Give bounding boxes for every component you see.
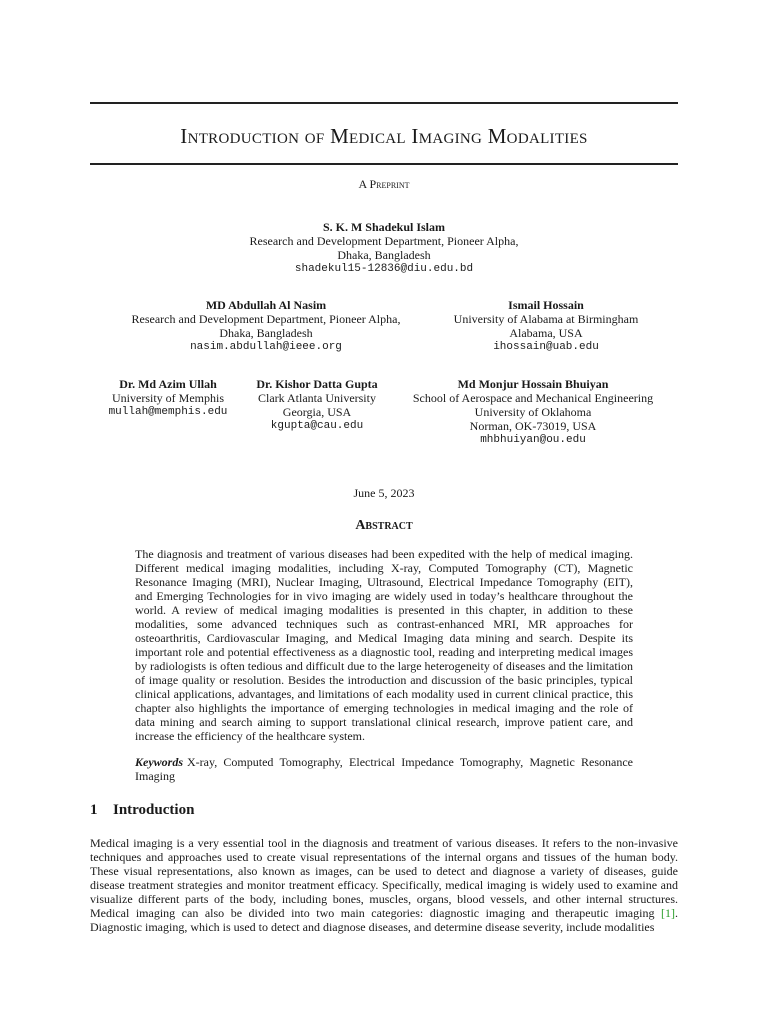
author-affiliation: Dhaka, Bangladesh bbox=[219, 326, 313, 340]
author-affiliation: Research and Development Department, Pioneer Alpha, bbox=[131, 312, 401, 326]
author-email[interactable]: shadekul15-12836@diu.edu.bd bbox=[294, 263, 474, 275]
abstract-text: The diagnosis and treatment of various diseases had been expedited with the help of medical imaging. Different medical imaging modalities, including X-ray, Computed Tomography (CT), Magnetic Resonance Imaging (MRI), Nuclear Imaging, Ultrasound, Electrical Impedance Tomography (EIT), and Emerging Technologies for in vivo imaging are widely used in today’s healthcare throughout the world. A review of medical imaging modalities is presented in this chapter, in addition to these modalities, some advanced techniques such as contrast-enhanced MRI, MR approaches for osteoarthritis, Cardiovascular Imaging, and Medical Imaging data mining and search. Despite its important role and potential effectiveness as a diagnostic tool, reading and interpreting medical images by radiologists is often tedious and difficult due to the large heterogeneity of diseases and the limitation of image quality or resolution. Besides the introduction and discussion of the basic principles, typical clinical applications, advantages, and limitations of each modality used in current clinical practice, this chapter also highlights the importance of emerging technologies in medical imaging and the role of data mining and search aiming to support translational clinical research, improve patient care, and increase the efficiency of the healthcare system. bbox=[135, 547, 633, 743]
author-name: Dr. Md Azim Ullah bbox=[119, 377, 217, 391]
keywords-text: X-ray, Computed Tomography, Electrical Impedance Tomography, Magnetic Resonance Imaging bbox=[135, 755, 633, 783]
author-name: Md Monjur Hossain Bhuiyan bbox=[457, 377, 609, 391]
author-affiliation: Clark Atlanta University bbox=[258, 391, 376, 405]
section-title: Introduction bbox=[113, 802, 195, 818]
intro-text-part-2: . Diagnostic imaging, which is used to detect and diagnose diseases, and determine disease severity, include modalities bbox=[90, 906, 678, 934]
section-heading bbox=[90, 802, 678, 819]
author-email[interactable]: kgupta@cau.edu bbox=[270, 420, 364, 432]
author-affiliation: Dhaka, Bangladesh bbox=[337, 248, 431, 262]
author-name: MD Abdullah Al Nasim bbox=[205, 298, 327, 312]
title-top-rule bbox=[90, 102, 678, 104]
introduction-paragraph bbox=[90, 836, 678, 934]
author-block-2 bbox=[116, 298, 416, 354]
keywords-paragraph bbox=[135, 755, 633, 783]
author-name: S. K. M Shadekul Islam bbox=[322, 220, 446, 234]
intro-text-part-1: Medical imaging is a very essential tool in the diagnosis and treatment of various diseases. It refers to the non-invasive techniques and approaches used to create visual representations of the internal organs and tissues of the human body. These visual representations, also known as images, can be used to detect and diagnose a variety of diseases, guide disease treatment strategies and monitor treatment efficacy. Specifically, medical imaging is widely used to examine and visualize different parts of the body, including bones, muscles, organs, blood vessels, and other internal structures. Medical imaging can also be divided into two main categories: diagnostic imaging and therapeutic imaging bbox=[90, 836, 678, 920]
author-block-1 bbox=[234, 220, 534, 276]
section-number: 1 bbox=[90, 802, 98, 818]
author-affiliation: Norman, OK-73019, USA bbox=[469, 419, 597, 433]
abstract-heading: Abstract bbox=[355, 518, 413, 533]
author-affiliation: Alabama, USA bbox=[509, 326, 583, 340]
citation-bracket-open: [ bbox=[661, 906, 665, 920]
author-affiliation: University of Memphis bbox=[112, 391, 224, 405]
author-affiliation: Research and Development Department, Pioneer Alpha, bbox=[249, 234, 519, 248]
paper-date: June 5, 2023 bbox=[353, 486, 415, 500]
author-affiliation: University of Alabama at Birmingham bbox=[453, 312, 639, 326]
author-email[interactable]: ihossain@uab.edu bbox=[493, 341, 599, 353]
author-email[interactable]: nasim.abdullah@ieee.org bbox=[190, 341, 342, 353]
author-email[interactable]: mhbhuiyan@ou.edu bbox=[480, 434, 586, 446]
paper-title: Introduction of Medical Imaging Modalities bbox=[180, 124, 588, 148]
author-block-3 bbox=[436, 298, 656, 354]
author-name: Dr. Kishor Datta Gupta bbox=[256, 377, 378, 391]
keywords-label: Keywords bbox=[135, 755, 183, 769]
author-block-5 bbox=[246, 377, 388, 433]
citation-bracket-close: ] bbox=[671, 906, 675, 920]
author-affiliation: School of Aerospace and Mechanical Engineering bbox=[412, 391, 654, 405]
author-name: Ismail Hossain bbox=[508, 298, 584, 312]
author-affiliation: University of Oklahoma bbox=[474, 405, 592, 419]
preprint-label: A Preprint bbox=[358, 177, 410, 191]
author-block-6 bbox=[400, 377, 666, 447]
citation-link[interactable]: 1 bbox=[665, 906, 671, 920]
title-bottom-rule bbox=[90, 163, 678, 165]
author-block-4 bbox=[102, 377, 234, 419]
author-affiliation: Georgia, USA bbox=[282, 405, 352, 419]
author-email[interactable]: mullah@memphis.edu bbox=[108, 406, 228, 418]
